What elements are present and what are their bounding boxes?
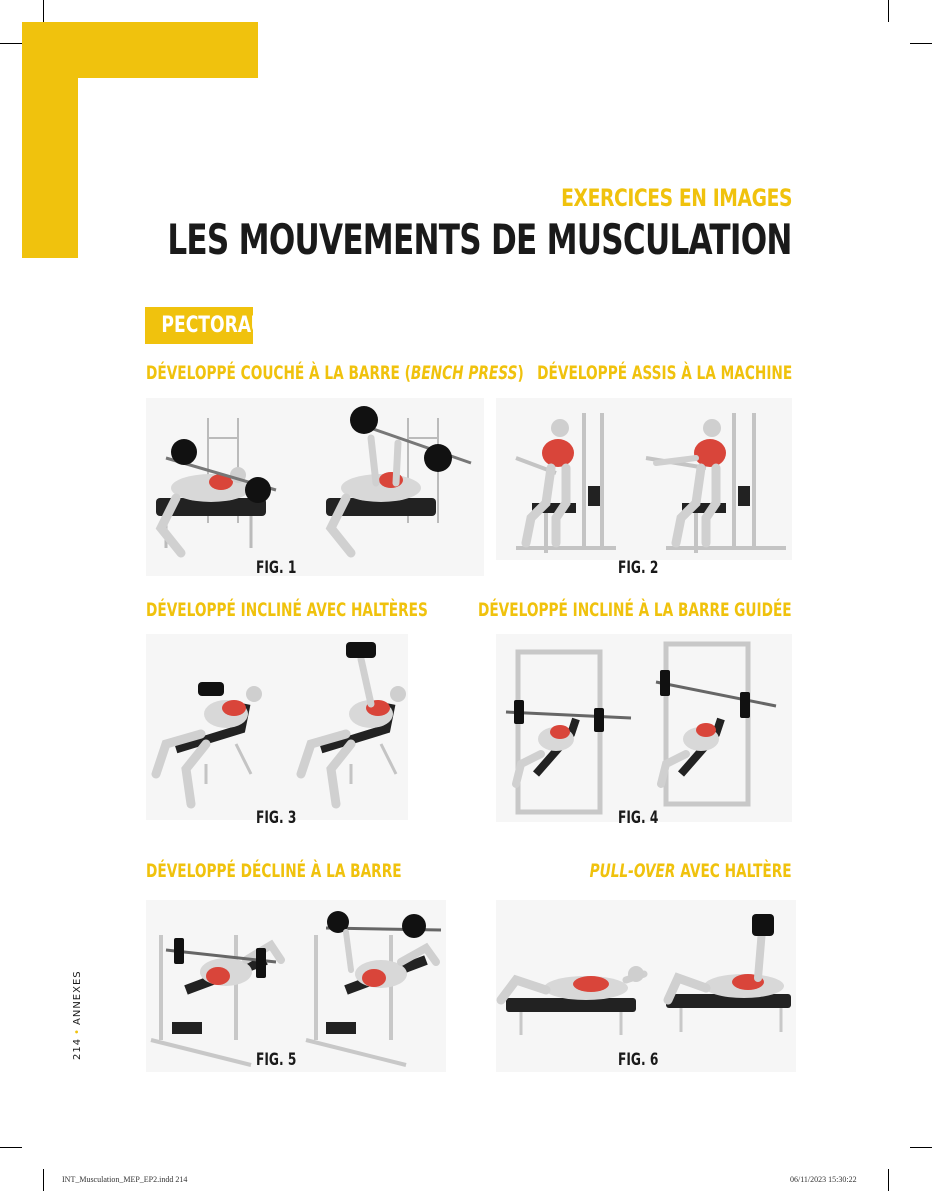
- crop-mark: [0, 1147, 22, 1148]
- figure-label-4: FIG. 4: [618, 808, 659, 828]
- crop-mark: [0, 43, 22, 44]
- corner-bracket-side: [22, 22, 78, 258]
- exercise-title-1: DÉVELOPPÉ COUCHÉ À LA BARRE (BENCH PRESS): [146, 362, 524, 384]
- crop-mark: [43, 0, 44, 22]
- section-tag: [145, 307, 278, 344]
- figure-label-3: FIG. 3: [256, 808, 297, 828]
- illustration-seated-press-machine: [496, 398, 792, 560]
- crop-mark: [888, 1169, 889, 1191]
- exercise-title-6: PULL-OVER AVEC HALTÈRE: [589, 860, 792, 882]
- page-kicker: EXERCICES EN IMAGES: [561, 184, 792, 212]
- section-tag-label: PECTORAUX: [161, 313, 278, 338]
- exercise-title-4: DÉVELOPPÉ INCLINÉ À LA BARRE GUIDÉE: [478, 599, 792, 621]
- illustration-dumbbell-pullover: [496, 900, 796, 1072]
- exercise-title-5: DÉVELOPPÉ DÉCLINÉ À LA BARRE: [146, 860, 402, 882]
- page-title: LES MOUVEMENTS DE MUSCULATION: [167, 215, 792, 264]
- crop-mark: [910, 43, 932, 44]
- folio-dot-icon: •: [72, 1028, 83, 1035]
- folio-section: ANNEXES: [72, 970, 83, 1025]
- crop-mark: [910, 1147, 932, 1148]
- figure-label-5: FIG. 5: [256, 1050, 297, 1070]
- crop-mark: [43, 1169, 44, 1191]
- exercise-title-2: DÉVELOPPÉ ASSIS À LA MACHINE: [536, 362, 792, 384]
- slug-date: 06/11/2023 15:30:22: [790, 1175, 857, 1184]
- figure-label-2: FIG. 2: [618, 558, 659, 578]
- illustration-incline-dumbbell-press: [146, 634, 408, 820]
- illustration-decline-bench-press: [146, 900, 446, 1072]
- crop-mark: [888, 0, 889, 22]
- exercise-title-3: DÉVELOPPÉ INCLINÉ AVEC HALTÈRES: [146, 599, 428, 621]
- slug-file: INT_Musculation_MEP_EP2.indd 214: [62, 1175, 188, 1184]
- figure-label-1: FIG. 1: [256, 558, 297, 578]
- page-number: 214: [72, 1037, 83, 1060]
- figure-label-6: FIG. 6: [618, 1050, 659, 1070]
- illustration-smith-machine-incline-press: [496, 634, 792, 822]
- illustration-bench-press: [146, 398, 484, 576]
- page-folio: [72, 970, 83, 1060]
